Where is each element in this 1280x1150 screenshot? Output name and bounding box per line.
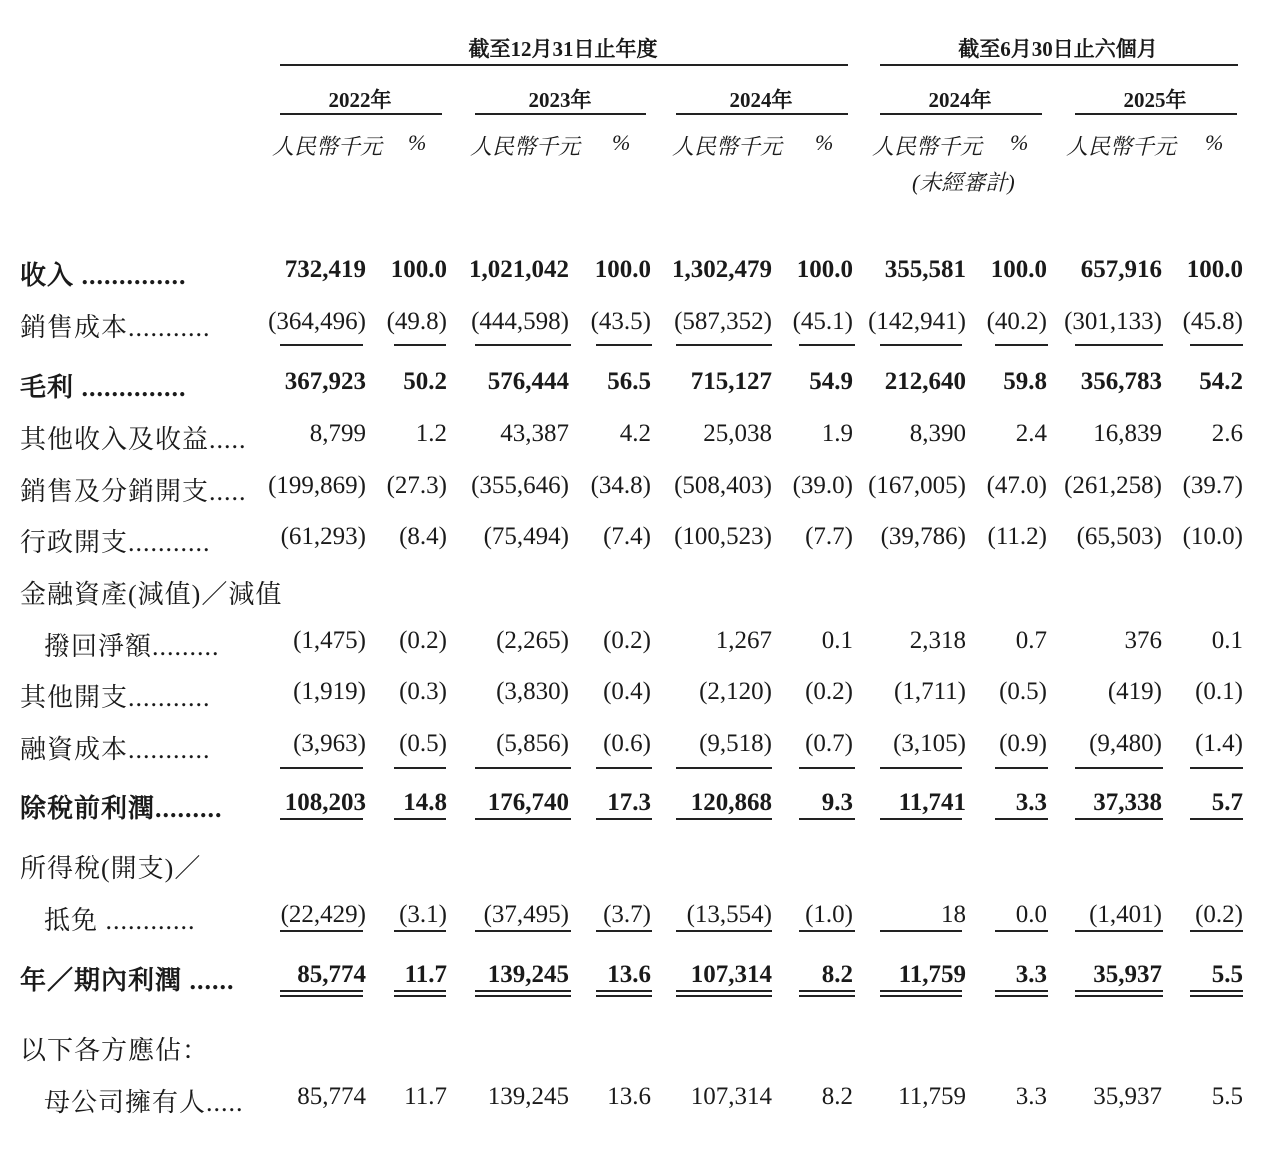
year-header-2024-interim: 2024年 [928,88,992,112]
subtotal-rule [1190,344,1243,346]
row-label: 金融資產(減值)／減值 [20,580,283,609]
subtotal-rule [799,930,855,932]
table-cell: (45.1) [792,308,853,335]
table-cell: 1,267 [715,627,772,654]
table-cell: (11.2) [987,523,1047,550]
subtotal-rule [1190,930,1243,932]
table-cell: (100,523) [674,523,772,550]
subtotal-rule [799,818,855,820]
table-cell: (22,429) [280,901,366,928]
unit-pct-2023: % [612,130,631,155]
subtotal-rule [1190,767,1243,769]
group-header-interim-rule [880,64,1238,66]
total-double-rule [596,990,652,992]
table-cell: 18 [941,901,966,928]
table-cell: (1.0) [805,901,853,928]
table-cell: (3,830) [496,678,569,705]
total-double-rule [1190,990,1243,992]
subtotal-rule [995,344,1048,346]
table-cell: 85,774 [297,1083,366,1110]
table-cell: 56.5 [607,368,651,395]
subtotal-rule [596,930,652,932]
unit-pct-2025: % [1205,130,1224,155]
table-cell: (9,480) [1089,730,1162,757]
subtotal-rule [880,344,962,346]
table-cell: (1,711) [894,678,966,705]
table-cell: (301,133) [1064,308,1162,335]
table-cell: (0.2) [805,678,853,705]
table-cell: 356,783 [1080,368,1162,395]
total-double-rule [394,990,446,992]
table-cell: (0.3) [399,678,447,705]
table-cell: (75,494) [483,523,569,550]
table-cell: (0.6) [603,730,651,757]
unit-amount-2025: 人民幣千元 [1066,134,1177,159]
subtotal-rule [475,930,571,932]
subtotal-rule [596,818,652,820]
table-cell: (444,598) [471,308,569,335]
subtotal-rule [799,344,855,346]
table-cell: 17.3 [607,789,651,816]
table-cell: (13,554) [686,901,772,928]
table-cell: 732,419 [284,256,366,283]
table-cell: 4.2 [619,420,651,447]
table-cell: 715,127 [690,368,772,395]
total-double-rule [880,990,962,992]
table-cell: 367,923 [284,368,366,395]
table-cell: 0.0 [1015,901,1047,928]
row-label: 其他開支........... [20,683,211,712]
table-cell: 54.2 [1199,368,1243,395]
total-double-rule [1075,990,1163,992]
table-cell: (0.2) [1195,901,1243,928]
table-cell: (142,941) [868,308,966,335]
year-rule-2024-interim [880,113,1042,115]
table-cell: (43.5) [590,308,651,335]
table-cell: 50.2 [403,368,447,395]
unit-amount-2023: 人民幣千元 [470,134,581,159]
table-cell: 176,740 [487,789,569,816]
table-cell: 59.8 [1003,368,1047,395]
table-cell: (355,646) [471,472,569,499]
table-cell: (0.7) [805,730,853,757]
table-cell: (3,963) [293,730,366,757]
table-cell: 11.7 [404,961,447,988]
table-cell: 0.7 [1015,627,1047,654]
subtotal-rule [676,344,772,346]
row-label: 抵免 ............ [44,906,196,935]
table-cell: (364,496) [268,308,366,335]
table-cell: (261,258) [1064,472,1162,499]
table-cell: 8,799 [309,420,366,447]
table-cell: (5,856) [496,730,569,757]
subtotal-rule [880,818,962,820]
table-cell: 5.5 [1211,1083,1243,1110]
table-cell: 9.3 [821,789,853,816]
table-cell: 100.0 [796,256,853,283]
total-double-rule [676,995,772,997]
subtotal-rule [475,344,571,346]
table-cell: (61,293) [280,523,366,550]
subtotal-rule [475,818,571,820]
table-cell: (27.3) [386,472,447,499]
table-cell: (49.8) [386,308,447,335]
year-header-2025: 2025年 [1123,88,1187,112]
unit-pct-2024-annual: % [815,130,834,155]
table-cell: (1,401) [1089,901,1162,928]
unit-amount-2024-annual: 人民幣千元 [672,134,783,159]
total-double-rule [475,990,571,992]
table-cell: 1.2 [415,420,447,447]
table-cell: 139,245 [487,1083,569,1110]
table-cell: (3.1) [399,901,447,928]
table-cell: 212,640 [884,368,966,395]
table-cell: 107,314 [690,961,772,988]
table-cell: 8.2 [821,1083,853,1110]
table-cell: 0.1 [821,627,853,654]
table-cell: (8.4) [399,523,447,550]
table-cell: (39,786) [880,523,966,550]
table-cell: 376 [1124,627,1162,654]
subtotal-rule [995,767,1048,769]
row-label: 銷售及分銷開支..... [20,477,247,506]
table-cell: 108,203 [284,789,366,816]
subtotal-rule [880,767,962,769]
table-cell: 3.3 [1015,961,1047,988]
group-header-interim: 截至6月30日止六個月 [958,37,1158,61]
total-double-rule [475,995,571,997]
row-label: 撥回淨額......... [44,632,220,661]
table-cell: (2,120) [699,678,772,705]
table-cell: 13.6 [607,961,651,988]
table-cell: (39.7) [1182,472,1243,499]
table-cell: (587,352) [674,308,772,335]
total-double-rule [799,990,855,992]
table-cell: 100.0 [594,256,651,283]
subtotal-rule [1075,767,1163,769]
table-cell: (10.0) [1182,523,1243,550]
unit-amount-2022: 人民幣千元 [272,134,383,159]
row-label: 年／期內利潤 ...... [20,966,235,995]
year-header-2023: 2023年 [528,88,592,112]
subtotal-rule [596,344,652,346]
group-header-annual-rule [280,64,848,66]
table-cell: (1.4) [1195,730,1243,757]
table-cell: 657,916 [1080,256,1162,283]
table-cell: (34.8) [590,472,651,499]
table-cell: (0.1) [1195,678,1243,705]
table-cell: (3.7) [603,901,651,928]
table-cell: 8,390 [909,420,966,447]
table-cell: (9,518) [699,730,772,757]
table-cell: (0.5) [999,678,1047,705]
table-cell: (199,869) [268,472,366,499]
row-label: 融資成本........... [20,735,211,764]
subtotal-rule [676,818,772,820]
row-label: 收入 .............. [20,261,187,290]
table-cell: 120,868 [690,789,772,816]
total-double-rule [596,995,652,997]
table-cell: (0.2) [603,627,651,654]
table-cell: 11,759 [898,1083,966,1110]
table-cell: (1,475) [293,627,366,654]
subtotal-rule [280,818,363,820]
row-label: 除稅前利潤......... [20,794,223,823]
subtotal-rule [280,930,363,932]
table-cell: 100.0 [1186,256,1243,283]
table-cell: 35,937 [1093,961,1162,988]
row-label: 行政開支........... [20,528,211,557]
year-rule-2025 [1075,113,1237,115]
total-double-rule [280,990,363,992]
table-cell: (167,005) [868,472,966,499]
table-cell: 0.1 [1211,627,1243,654]
subtotal-rule [1075,344,1163,346]
year-rule-2024-annual [676,113,848,115]
subtotal-rule [799,767,855,769]
table-cell: 3.3 [1015,789,1047,816]
table-cell: 1,021,042 [469,256,569,283]
year-header-2024-annual: 2024年 [729,88,793,112]
table-cell: 13.6 [607,1083,651,1110]
table-cell: 107,314 [690,1083,772,1110]
row-label: 所得稅(開支)／ [20,854,202,883]
row-label: 毛利 .............. [20,373,187,402]
total-double-rule [280,995,363,997]
table-cell: (1,919) [293,678,366,705]
total-double-rule [394,995,446,997]
table-cell: 11,741 [898,789,966,816]
row-label: 母公司擁有人..... [44,1088,244,1117]
subtotal-rule [676,930,772,932]
subtotal-rule [995,930,1048,932]
table-cell: 1,302,479 [672,256,772,283]
table-cell: (40.2) [986,308,1047,335]
table-cell: 576,444 [487,368,569,395]
subtotal-rule [596,767,652,769]
subtotal-rule [676,767,772,769]
subtotal-rule [995,818,1048,820]
year-rule-2022 [280,113,442,115]
total-double-rule [1075,995,1163,997]
table-cell: 25,038 [703,420,772,447]
row-label: 以下各方應佔： [20,1036,210,1065]
subtotal-rule [394,767,446,769]
subtotal-rule [1075,930,1163,932]
table-cell: (37,495) [483,901,569,928]
table-cell: (39.0) [792,472,853,499]
table-cell: 16,839 [1093,420,1162,447]
table-cell: (508,403) [674,472,772,499]
subtotal-rule [280,767,363,769]
table-cell: 8.2 [821,961,853,988]
table-cell: 54.9 [809,368,853,395]
year-header-2022: 2022年 [328,88,392,112]
table-cell: (419) [1107,678,1162,705]
total-double-rule [1190,995,1243,997]
total-double-rule [676,990,772,992]
table-cell: (0.4) [603,678,651,705]
table-cell: 3.3 [1015,1083,1047,1110]
total-double-rule [995,995,1048,997]
group-header-annual: 截至12月31日止年度 [468,37,658,61]
table-cell: (0.5) [399,730,447,757]
subtotal-rule [394,930,446,932]
year-rule-2023 [475,113,646,115]
table-cell: 355,581 [884,256,966,283]
table-cell: 11.7 [404,1083,447,1110]
table-cell: 2.6 [1211,420,1243,447]
subtotal-rule [394,818,446,820]
table-cell: (3,105) [893,730,966,757]
table-cell: (45.8) [1182,308,1243,335]
table-cell: (7.4) [603,523,651,550]
row-label: 其他收入及收益..... [20,425,247,454]
table-cell: 11,759 [898,961,966,988]
subtotal-rule [475,767,571,769]
table-cell: 5.5 [1211,961,1243,988]
table-cell: (0.2) [399,627,447,654]
table-cell: 2.4 [1015,420,1047,447]
table-cell: 139,245 [487,961,569,988]
table-cell: (7.7) [805,523,853,550]
total-double-rule [995,990,1048,992]
table-cell: 43,387 [500,420,569,447]
table-cell: 5.7 [1211,789,1243,816]
row-label: 銷售成本........... [20,313,211,342]
total-double-rule [880,995,962,997]
unaudited-note: (未經審計) [912,170,1015,195]
subtotal-rule [280,344,363,346]
table-cell: 2,318 [909,627,966,654]
table-cell: 100.0 [990,256,1047,283]
table-cell: (65,503) [1076,523,1162,550]
subtotal-rule [1075,818,1163,820]
table-cell: 35,937 [1093,1083,1162,1110]
subtotal-rule [1190,818,1243,820]
total-double-rule [799,995,855,997]
table-cell: 1.9 [821,420,853,447]
subtotal-rule [394,344,446,346]
table-cell: (0.9) [999,730,1047,757]
table-cell: 37,338 [1093,789,1162,816]
table-cell: 14.8 [403,789,447,816]
subtotal-rule [880,930,962,932]
unit-amount-2024-interim: 人民幣千元 [872,134,983,159]
table-cell: 100.0 [390,256,447,283]
table-cell: 85,774 [297,961,366,988]
table-cell: (47.0) [986,472,1047,499]
unit-pct-2024-interim: % [1010,130,1029,155]
table-cell: (2,265) [496,627,569,654]
unit-pct-2022: % [408,130,427,155]
